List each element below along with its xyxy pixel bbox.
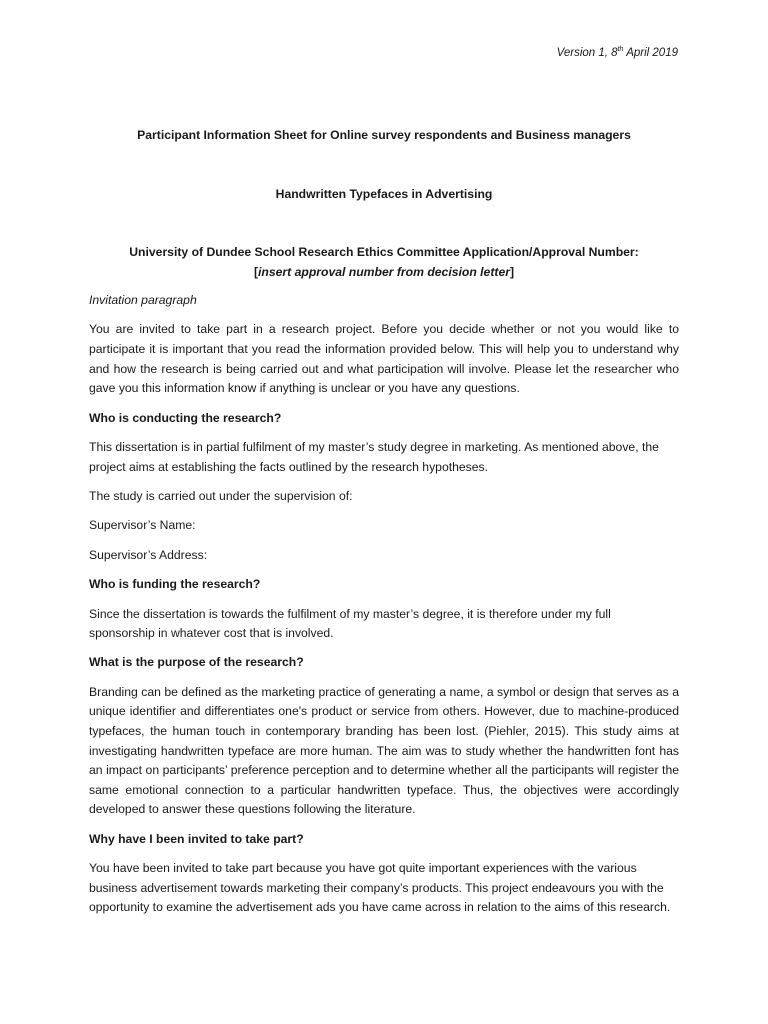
version-suffix: April 2019 [623, 47, 678, 59]
invitation-paragraph: You are invited to take part in a research project. Before you decide whether or not you would like to participate it is important that you read the information provided below. This will help you to understand why and how the research is being carried out and what participation will involve. Please let the researcher who gave you this information know if anything is unclear or you have any questions. [89, 322, 679, 396]
supervision-paragraph: The study is carried out under the supervision of: [89, 488, 353, 503]
ethics-approval-line [110, 243, 658, 282]
invitation-heading: Invitation paragraph [89, 293, 197, 307]
document-title: Participant Information Sheet for Online survey respondents and Business managers [137, 128, 631, 142]
conducting-heading: Who is conducting the research? [89, 410, 282, 425]
purpose-paragraph: Branding can be defined as the marketing practice of generating a name, a symbol or design that serves as a unique identifier and differentiates one's product or service from others. However, due to machine-produced typefaces, the human touch in contemporary branding has been lost. (Piehler, 2015). This study aims at investigating handwritten typeface are more human. The aim was to study whether the handwritten font has an impact on participants’ preference perception and to determine whether all the participants will register the same emotional connection to a particular handwritten typeface. Thus, the objectives were accordingly developed to answer these questions following the literature. [89, 684, 679, 817]
ethics-text: University of Dundee School Research Ethics Committee Application/Approval Number: [ [129, 245, 639, 279]
version-prefix: Version 1, 8 [556, 47, 618, 59]
supervisor-address-field: Supervisor’s Address: [89, 547, 208, 562]
document-subtitle: Handwritten Typefaces in Advertising [275, 187, 493, 201]
version-line [557, 44, 678, 64]
purpose-heading: What is the purpose of the research? [89, 655, 304, 670]
funding-heading: Who is funding the research? [89, 577, 261, 592]
document-body [89, 291, 679, 928]
funding-paragraph: Since the dissertation is towards the fulfilment of my master’s degree, it is therefore under my full sponsorship in whatever cost that is involved. [89, 606, 611, 641]
invited-heading: Why have I been invited to take part? [89, 831, 304, 846]
supervisor-name-field: Supervisor’s Name: [89, 518, 196, 533]
version-superscript: th [617, 46, 624, 54]
ethics-placeholder: insert approval number from decision letter [258, 264, 510, 279]
invited-paragraph: You have been invited to take part because you have got quite important experiences with the various business advertisement towards marketing their company’s products. This project endeavours you with the opportunity to examine the advertisement ads you have came across in relation to the aims of this research. [89, 861, 671, 915]
ethics-close: ] [509, 264, 515, 279]
conducting-paragraph: This dissertation is in partial fulfilment of my master’s study degree in marketing. As mentioned above, the project aims at establishing the facts outlined by the research hypotheses. [89, 439, 659, 474]
